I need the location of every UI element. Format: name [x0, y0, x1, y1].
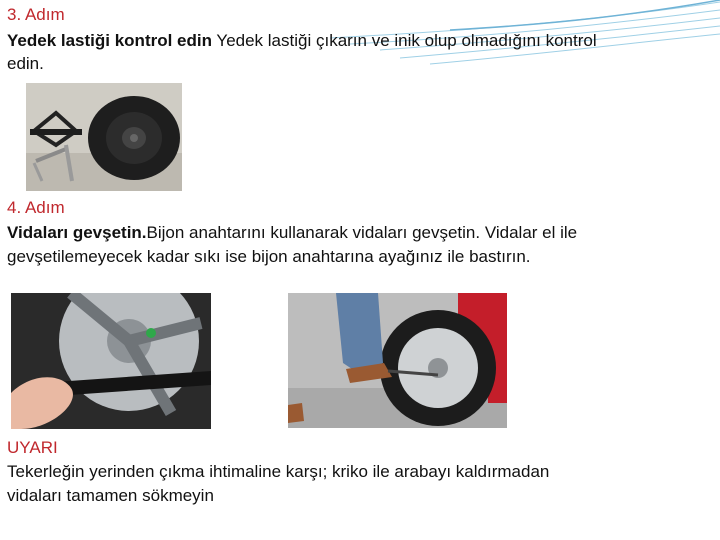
step4-body-text: Bijon anahtarını kullanarak vidaları gevşetin. Vidalar el ile: [146, 223, 578, 242]
step4-body-line2: gevşetilemeyecek kadar sıkı ise bijon anahtarına ayağınız ile bastırın.: [7, 247, 531, 266]
spare-tire-and-jack-photo: [26, 83, 182, 191]
step4-heading: 4. Adım: [7, 198, 65, 217]
wheel-wrench-icon: [11, 293, 211, 429]
foot-wheel-icon: [288, 293, 507, 428]
step4-title: Vidaları gevşetin.: [7, 223, 147, 242]
warning-line1: Tekerleğin yerinden çıkma ihtimaline karşı; kriko ile arabayı kaldırmadan: [7, 462, 550, 481]
spare-tire-icon: [26, 83, 182, 191]
lug-wrench-on-wheel-photo: [11, 293, 211, 429]
step3-heading: 3. Adım: [7, 5, 65, 24]
step4-body-line1: [7, 222, 577, 244]
warning-heading: UYARI: [7, 438, 58, 457]
step3-title: Yedek lastiği kontrol edin: [7, 31, 212, 50]
step3-body-line1: [7, 30, 597, 52]
step3-body-text: Yedek lastiği çıkarın ve inik olup olmadığını kontrol: [212, 31, 597, 50]
warning-line2: vidaları tamamen sökmeyin: [7, 486, 214, 505]
step3-body-line2: edin.: [7, 54, 44, 73]
foot-on-wrench-photo: [288, 293, 507, 428]
